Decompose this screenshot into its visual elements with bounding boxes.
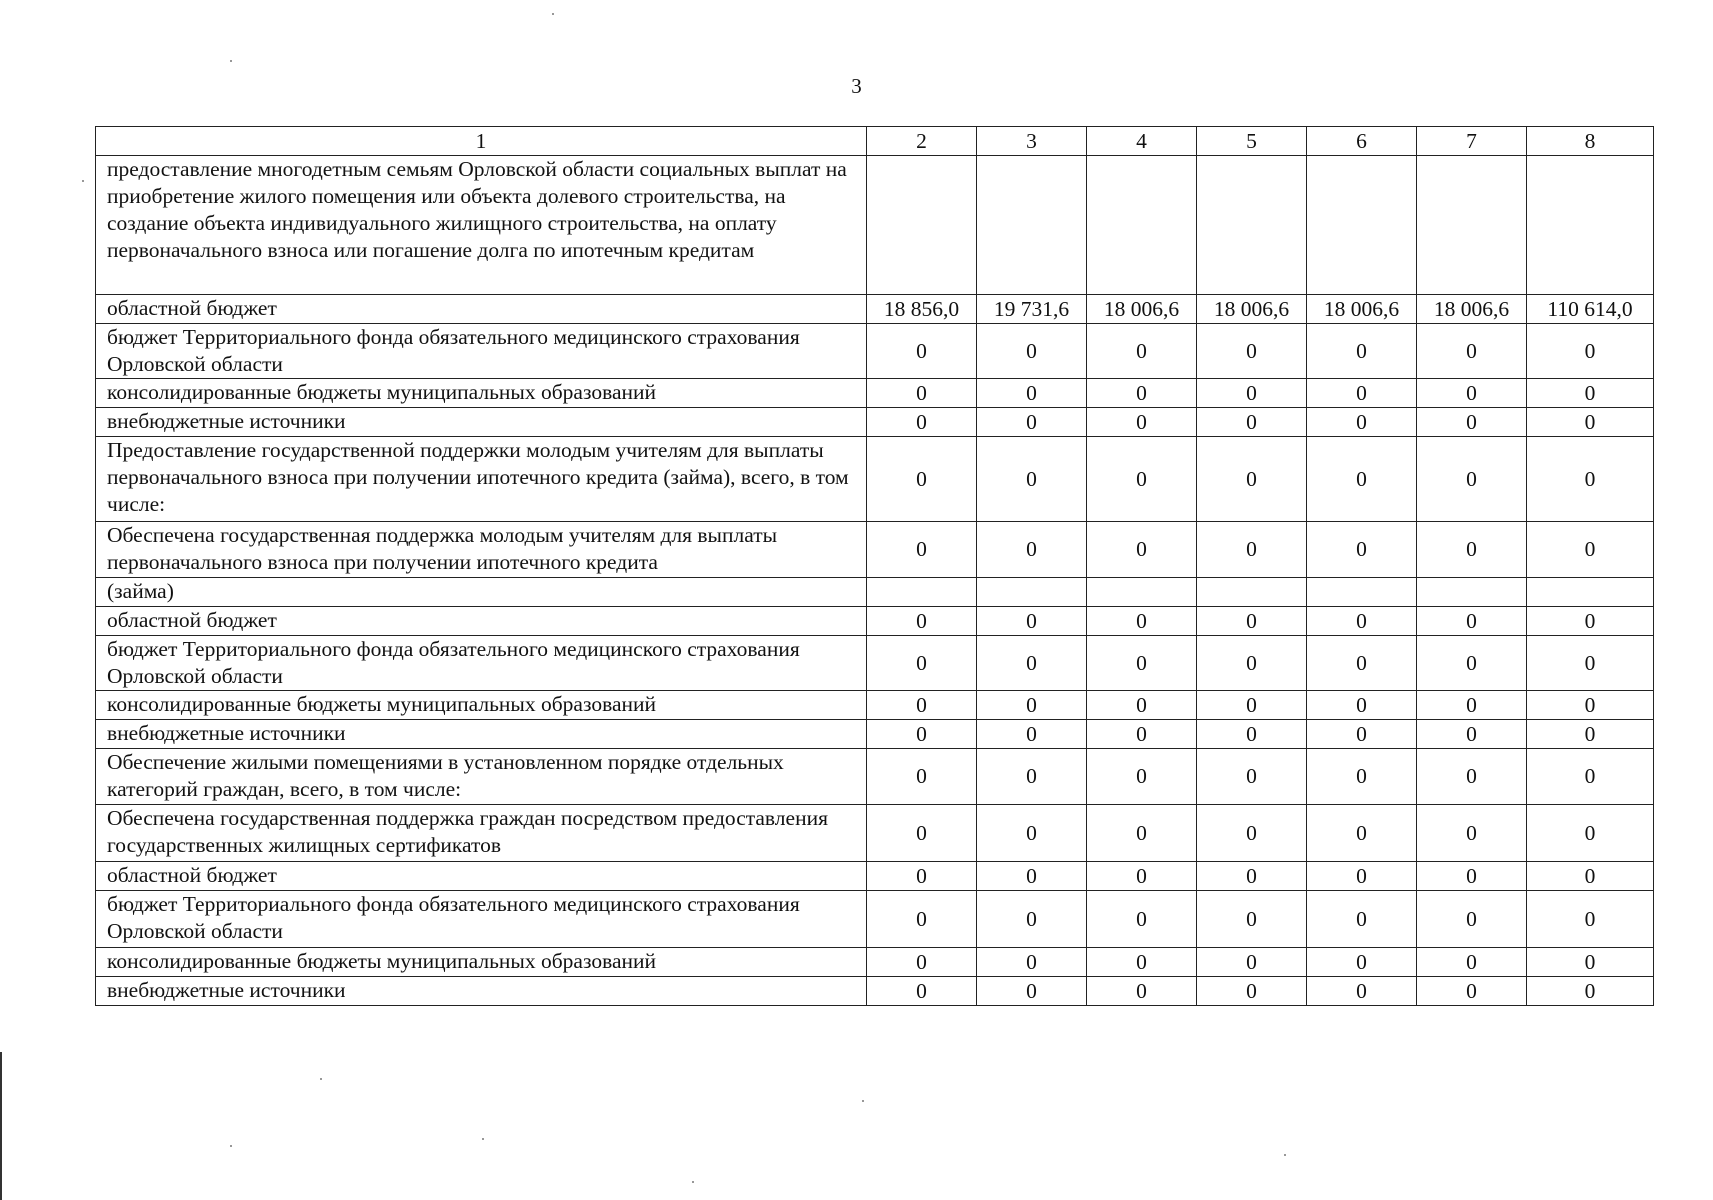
value-cell: 0 — [1417, 977, 1527, 1006]
value-cell: 0 — [977, 891, 1087, 948]
value-cell: 0 — [867, 891, 977, 948]
value-cell: 0 — [867, 636, 977, 691]
value-cell: 0 — [1307, 522, 1417, 578]
value-cell: 18 856,0 — [867, 295, 977, 324]
value-cell: 0 — [1527, 891, 1654, 948]
value-cell: 18 006,6 — [1197, 295, 1307, 324]
value-cell: 0 — [977, 862, 1087, 891]
value-cell: 0 — [867, 805, 977, 862]
scan-speck — [230, 60, 232, 62]
value-cell: 0 — [867, 977, 977, 1006]
row-label: консолидированные бюджеты муниципальных образований — [96, 948, 867, 977]
value-cell: 0 — [977, 720, 1087, 749]
value-cell — [867, 156, 977, 295]
value-cell: 0 — [1087, 891, 1197, 948]
value-cell — [1197, 156, 1307, 295]
value-cell: 0 — [1527, 977, 1654, 1006]
header-cell: 8 — [1527, 127, 1654, 156]
value-cell: 0 — [977, 324, 1087, 379]
table-row — [96, 977, 1654, 1006]
header-cell: 1 — [96, 127, 867, 156]
value-cell: 0 — [1527, 948, 1654, 977]
value-cell: 0 — [977, 948, 1087, 977]
value-cell: 0 — [1197, 522, 1307, 578]
value-cell: 110 614,0 — [1527, 295, 1654, 324]
table-row — [96, 437, 1654, 522]
value-cell: 0 — [977, 977, 1087, 1006]
row-label: Предоставление государственной поддержки молодым учителям для выплаты первоначального взноса при получении ипотечного кредита (займа), всего, в том числе: — [96, 437, 867, 522]
scan-speck — [862, 1100, 864, 1102]
value-cell: 0 — [1527, 805, 1654, 862]
row-label: областной бюджет — [96, 607, 867, 636]
value-cell: 0 — [1527, 437, 1654, 522]
table-row — [96, 749, 1654, 805]
table-row — [96, 324, 1654, 379]
scan-speck — [82, 180, 84, 182]
value-cell: 0 — [1527, 636, 1654, 691]
value-cell: 0 — [977, 607, 1087, 636]
value-cell: 0 — [977, 749, 1087, 805]
value-cell: 0 — [1527, 408, 1654, 437]
value-cell: 0 — [1417, 691, 1527, 720]
row-label: внебюджетные источники — [96, 720, 867, 749]
value-cell: 0 — [977, 379, 1087, 408]
value-cell: 0 — [1307, 324, 1417, 379]
value-cell — [1417, 578, 1527, 607]
table-row — [96, 691, 1654, 720]
table-body — [96, 127, 1654, 1006]
value-cell: 0 — [867, 948, 977, 977]
scan-speck — [230, 1145, 232, 1147]
value-cell: 0 — [1197, 891, 1307, 948]
row-label: бюджет Территориального фонда обязательного медицинского страхования Орловской области — [96, 636, 867, 691]
value-cell: 0 — [1197, 805, 1307, 862]
value-cell: 0 — [1087, 862, 1197, 891]
value-cell — [1087, 578, 1197, 607]
table-row — [96, 156, 1654, 295]
value-cell: 0 — [867, 408, 977, 437]
value-cell — [1307, 578, 1417, 607]
value-cell: 0 — [1527, 691, 1654, 720]
value-cell — [1527, 156, 1654, 295]
header-cell: 6 — [1307, 127, 1417, 156]
value-cell: 0 — [867, 379, 977, 408]
value-cell: 0 — [1417, 948, 1527, 977]
row-label: внебюджетные источники — [96, 977, 867, 1006]
value-cell: 0 — [1527, 522, 1654, 578]
value-cell: 0 — [1307, 408, 1417, 437]
value-cell: 0 — [1087, 691, 1197, 720]
value-cell: 0 — [867, 749, 977, 805]
value-cell: 0 — [977, 636, 1087, 691]
value-cell: 0 — [1417, 437, 1527, 522]
value-cell: 0 — [867, 720, 977, 749]
header-cell: 5 — [1197, 127, 1307, 156]
row-label: консолидированные бюджеты муниципальных образований — [96, 379, 867, 408]
value-cell: 19 731,6 — [977, 295, 1087, 324]
row-label: внебюджетные источники — [96, 408, 867, 437]
value-cell: 0 — [1087, 720, 1197, 749]
value-cell: 0 — [1527, 720, 1654, 749]
value-cell: 0 — [1307, 691, 1417, 720]
value-cell: 0 — [1197, 948, 1307, 977]
value-cell: 0 — [1197, 607, 1307, 636]
value-cell: 0 — [1087, 749, 1197, 805]
header-cell: 3 — [977, 127, 1087, 156]
table-row — [96, 805, 1654, 862]
value-cell: 0 — [1417, 522, 1527, 578]
value-cell: 0 — [977, 691, 1087, 720]
value-cell: 0 — [867, 862, 977, 891]
scan-speck — [1284, 1154, 1286, 1156]
value-cell: 0 — [1417, 805, 1527, 862]
table-row — [96, 891, 1654, 948]
value-cell: 0 — [1197, 862, 1307, 891]
value-cell: 0 — [1527, 607, 1654, 636]
table-row — [96, 408, 1654, 437]
value-cell: 0 — [1197, 749, 1307, 805]
row-label: бюджет Территориального фонда обязательного медицинского страхования Орловской области — [96, 891, 867, 948]
row-label: бюджет Территориального фонда обязательного медицинского страхования Орловской области — [96, 324, 867, 379]
value-cell: 0 — [1087, 607, 1197, 636]
value-cell: 0 — [1087, 636, 1197, 691]
table-header-row — [96, 127, 1654, 156]
value-cell: 0 — [1417, 324, 1527, 379]
value-cell: 0 — [1307, 977, 1417, 1006]
row-label: Обеспечена государственная поддержка граждан посредством предоставления государственных жилищных сертификатов — [96, 805, 867, 862]
value-cell: 0 — [1197, 720, 1307, 749]
value-cell: 0 — [1087, 977, 1197, 1006]
value-cell: 18 006,6 — [1417, 295, 1527, 324]
header-cell: 4 — [1087, 127, 1197, 156]
value-cell — [1527, 578, 1654, 607]
value-cell: 0 — [1197, 977, 1307, 1006]
row-label: консолидированные бюджеты муниципальных образований — [96, 691, 867, 720]
scan-speck — [320, 1078, 322, 1080]
budget-table — [95, 126, 1654, 1006]
value-cell: 0 — [867, 691, 977, 720]
value-cell — [977, 578, 1087, 607]
value-cell — [1417, 156, 1527, 295]
value-cell: 0 — [1087, 437, 1197, 522]
table-row — [96, 636, 1654, 691]
value-cell: 0 — [1527, 862, 1654, 891]
header-cell: 7 — [1417, 127, 1527, 156]
row-label: Обеспечена государственная поддержка молодым учителям для выплаты первоначального взноса при получении ипотечного кредита — [96, 522, 867, 578]
value-cell: 0 — [1307, 607, 1417, 636]
value-cell — [1197, 578, 1307, 607]
value-cell: 0 — [867, 607, 977, 636]
value-cell: 0 — [1197, 379, 1307, 408]
table-row — [96, 607, 1654, 636]
value-cell: 18 006,6 — [1307, 295, 1417, 324]
scan-speck — [482, 1138, 484, 1140]
page-number: 3 — [851, 74, 862, 98]
value-cell — [1307, 156, 1417, 295]
value-cell: 0 — [867, 437, 977, 522]
table-row — [96, 862, 1654, 891]
value-cell: 0 — [1307, 891, 1417, 948]
value-cell: 0 — [1307, 720, 1417, 749]
value-cell: 0 — [1197, 437, 1307, 522]
value-cell: 0 — [1417, 408, 1527, 437]
value-cell: 18 006,6 — [1087, 295, 1197, 324]
value-cell: 0 — [1417, 862, 1527, 891]
table-row — [96, 720, 1654, 749]
scan-edge-line — [0, 1052, 2, 1200]
value-cell: 0 — [977, 437, 1087, 522]
value-cell: 0 — [1417, 636, 1527, 691]
table-row — [96, 295, 1654, 324]
value-cell: 0 — [1307, 948, 1417, 977]
scan-speck — [692, 1181, 694, 1183]
value-cell: 0 — [1307, 437, 1417, 522]
value-cell: 0 — [1417, 749, 1527, 805]
value-cell: 0 — [1307, 805, 1417, 862]
row-label: областной бюджет — [96, 295, 867, 324]
row-label: (займа) — [96, 578, 867, 607]
value-cell: 0 — [1087, 522, 1197, 578]
value-cell: 0 — [1417, 891, 1527, 948]
value-cell: 0 — [1197, 636, 1307, 691]
value-cell: 0 — [977, 522, 1087, 578]
value-cell: 0 — [1087, 948, 1197, 977]
value-cell: 0 — [1197, 324, 1307, 379]
value-cell: 0 — [977, 408, 1087, 437]
table-row — [96, 522, 1654, 578]
value-cell: 0 — [867, 522, 977, 578]
value-cell: 0 — [1417, 720, 1527, 749]
value-cell — [1087, 156, 1197, 295]
value-cell: 0 — [1527, 324, 1654, 379]
value-cell — [977, 156, 1087, 295]
value-cell: 0 — [1087, 408, 1197, 437]
table-row — [96, 948, 1654, 977]
value-cell: 0 — [1087, 805, 1197, 862]
row-label: предоставление многодетным семьям Орловской области социальных выплат на приобретение жилого помещения или объекта долевого строительства, на создание объекта индивидуального жилищного строительства, на оплату первоначального взноса или погашение долга по ипотечным кредитам — [96, 156, 867, 295]
value-cell: 0 — [1307, 636, 1417, 691]
header-cell: 2 — [867, 127, 977, 156]
value-cell: 0 — [1087, 379, 1197, 408]
value-cell — [867, 578, 977, 607]
value-cell: 0 — [867, 324, 977, 379]
value-cell: 0 — [1197, 408, 1307, 437]
value-cell: 0 — [1307, 749, 1417, 805]
value-cell: 0 — [1307, 862, 1417, 891]
scan-speck — [552, 13, 554, 15]
table-row — [96, 578, 1654, 607]
row-label: Обеспечение жилыми помещениями в установленном порядке отдельных категорий граждан, всего, в том числе: — [96, 749, 867, 805]
table-row — [96, 379, 1654, 408]
value-cell: 0 — [1087, 324, 1197, 379]
value-cell: 0 — [1527, 749, 1654, 805]
value-cell: 0 — [1417, 379, 1527, 408]
value-cell: 0 — [977, 805, 1087, 862]
row-label: областной бюджет — [96, 862, 867, 891]
value-cell: 0 — [1527, 379, 1654, 408]
value-cell: 0 — [1307, 379, 1417, 408]
value-cell: 0 — [1197, 691, 1307, 720]
value-cell: 0 — [1417, 607, 1527, 636]
